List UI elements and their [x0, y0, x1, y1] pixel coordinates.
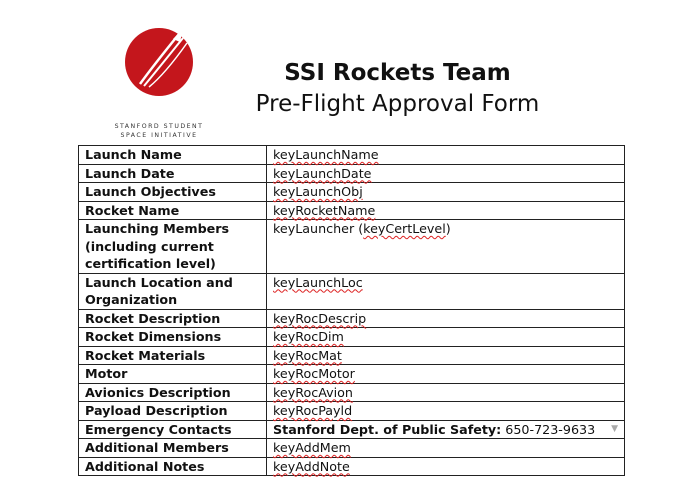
row-value[interactable]	[267, 346, 625, 365]
value-text: keyRocAvion	[273, 384, 353, 400]
row-value[interactable]	[267, 164, 625, 183]
logo-caption-1: STANFORD STUDENT	[114, 123, 204, 130]
chevron-down-icon: ▼	[611, 423, 618, 434]
page-title: SSI Rockets Team	[284, 60, 511, 86]
table-row	[79, 365, 625, 384]
contact-phone: 650-723-9633	[501, 421, 596, 437]
row-value[interactable]	[267, 383, 625, 402]
value-text: keyAddMem	[273, 440, 351, 455]
row-value[interactable]	[267, 273, 625, 309]
value-text: keyRocketName	[273, 202, 376, 218]
value-text: keyRocPayld	[273, 403, 353, 418]
table-row	[79, 164, 625, 183]
row-label: Launch Name	[79, 146, 267, 165]
table-row	[79, 220, 625, 274]
approval-form-table	[78, 145, 625, 476]
row-value[interactable]	[267, 220, 625, 274]
value-text: keyRocMat	[273, 347, 342, 363]
row-label: Launch Location and Organization	[79, 273, 267, 309]
value-text: keyLaunchDate	[273, 165, 372, 181]
table-row	[79, 457, 625, 476]
row-value[interactable]	[267, 420, 625, 439]
table-row	[79, 383, 625, 402]
row-value[interactable]	[267, 402, 625, 421]
value-text: keyRocDescrip	[273, 310, 367, 326]
value-text: keyLaunchObj	[273, 184, 363, 199]
row-label: Launching Members (including current certification level)	[79, 220, 267, 274]
table-row	[79, 309, 625, 328]
table-row	[79, 420, 625, 439]
table-row	[79, 402, 625, 421]
row-label: Payload Description	[79, 402, 267, 421]
row-value[interactable]	[267, 183, 625, 202]
row-value[interactable]	[267, 146, 625, 165]
value-text: keyAddNote	[273, 458, 350, 474]
row-value[interactable]	[267, 309, 625, 328]
table-row	[79, 183, 625, 202]
row-label: Motor	[79, 365, 267, 384]
row-value[interactable]	[267, 439, 625, 458]
row-label: Emergency Contacts	[79, 420, 267, 439]
value-text: keyLauncher (	[273, 221, 364, 236]
page-subtitle: Pre-Flight Approval Form	[255, 91, 540, 117]
value-text: keyRocMotor	[273, 366, 355, 381]
row-label: Rocket Materials	[79, 346, 267, 365]
row-label: Rocket Description	[79, 309, 267, 328]
row-label: Launch Date	[79, 164, 267, 183]
table-row	[79, 146, 625, 165]
table-row	[79, 346, 625, 365]
table-row	[79, 273, 625, 309]
row-label: Avionics Description	[79, 383, 267, 402]
row-value[interactable]	[267, 457, 625, 476]
table-row	[79, 201, 625, 220]
value-text-close: )	[445, 221, 451, 236]
table-row	[79, 439, 625, 458]
row-label: Rocket Name	[79, 201, 267, 220]
value-text: keyLaunchName	[273, 147, 379, 162]
row-label: Launch Objectives	[79, 183, 267, 202]
table-row	[79, 328, 625, 347]
contact-name: Stanford Dept. of Public Safety:	[273, 421, 502, 437]
value-text: keyRocDim	[273, 329, 344, 344]
row-label: Rocket Dimensions	[79, 328, 267, 347]
cert-level-text: keyCertLevel	[363, 221, 446, 236]
row-value[interactable]	[267, 365, 625, 384]
value-text: keyLaunchLoc	[273, 274, 363, 290]
logo-caption-2: SPACE INITIATIVE	[120, 132, 198, 139]
row-value[interactable]	[267, 201, 625, 220]
row-label: Additional Members	[79, 439, 267, 458]
row-label: Additional Notes	[79, 457, 267, 476]
row-value[interactable]	[267, 328, 625, 347]
